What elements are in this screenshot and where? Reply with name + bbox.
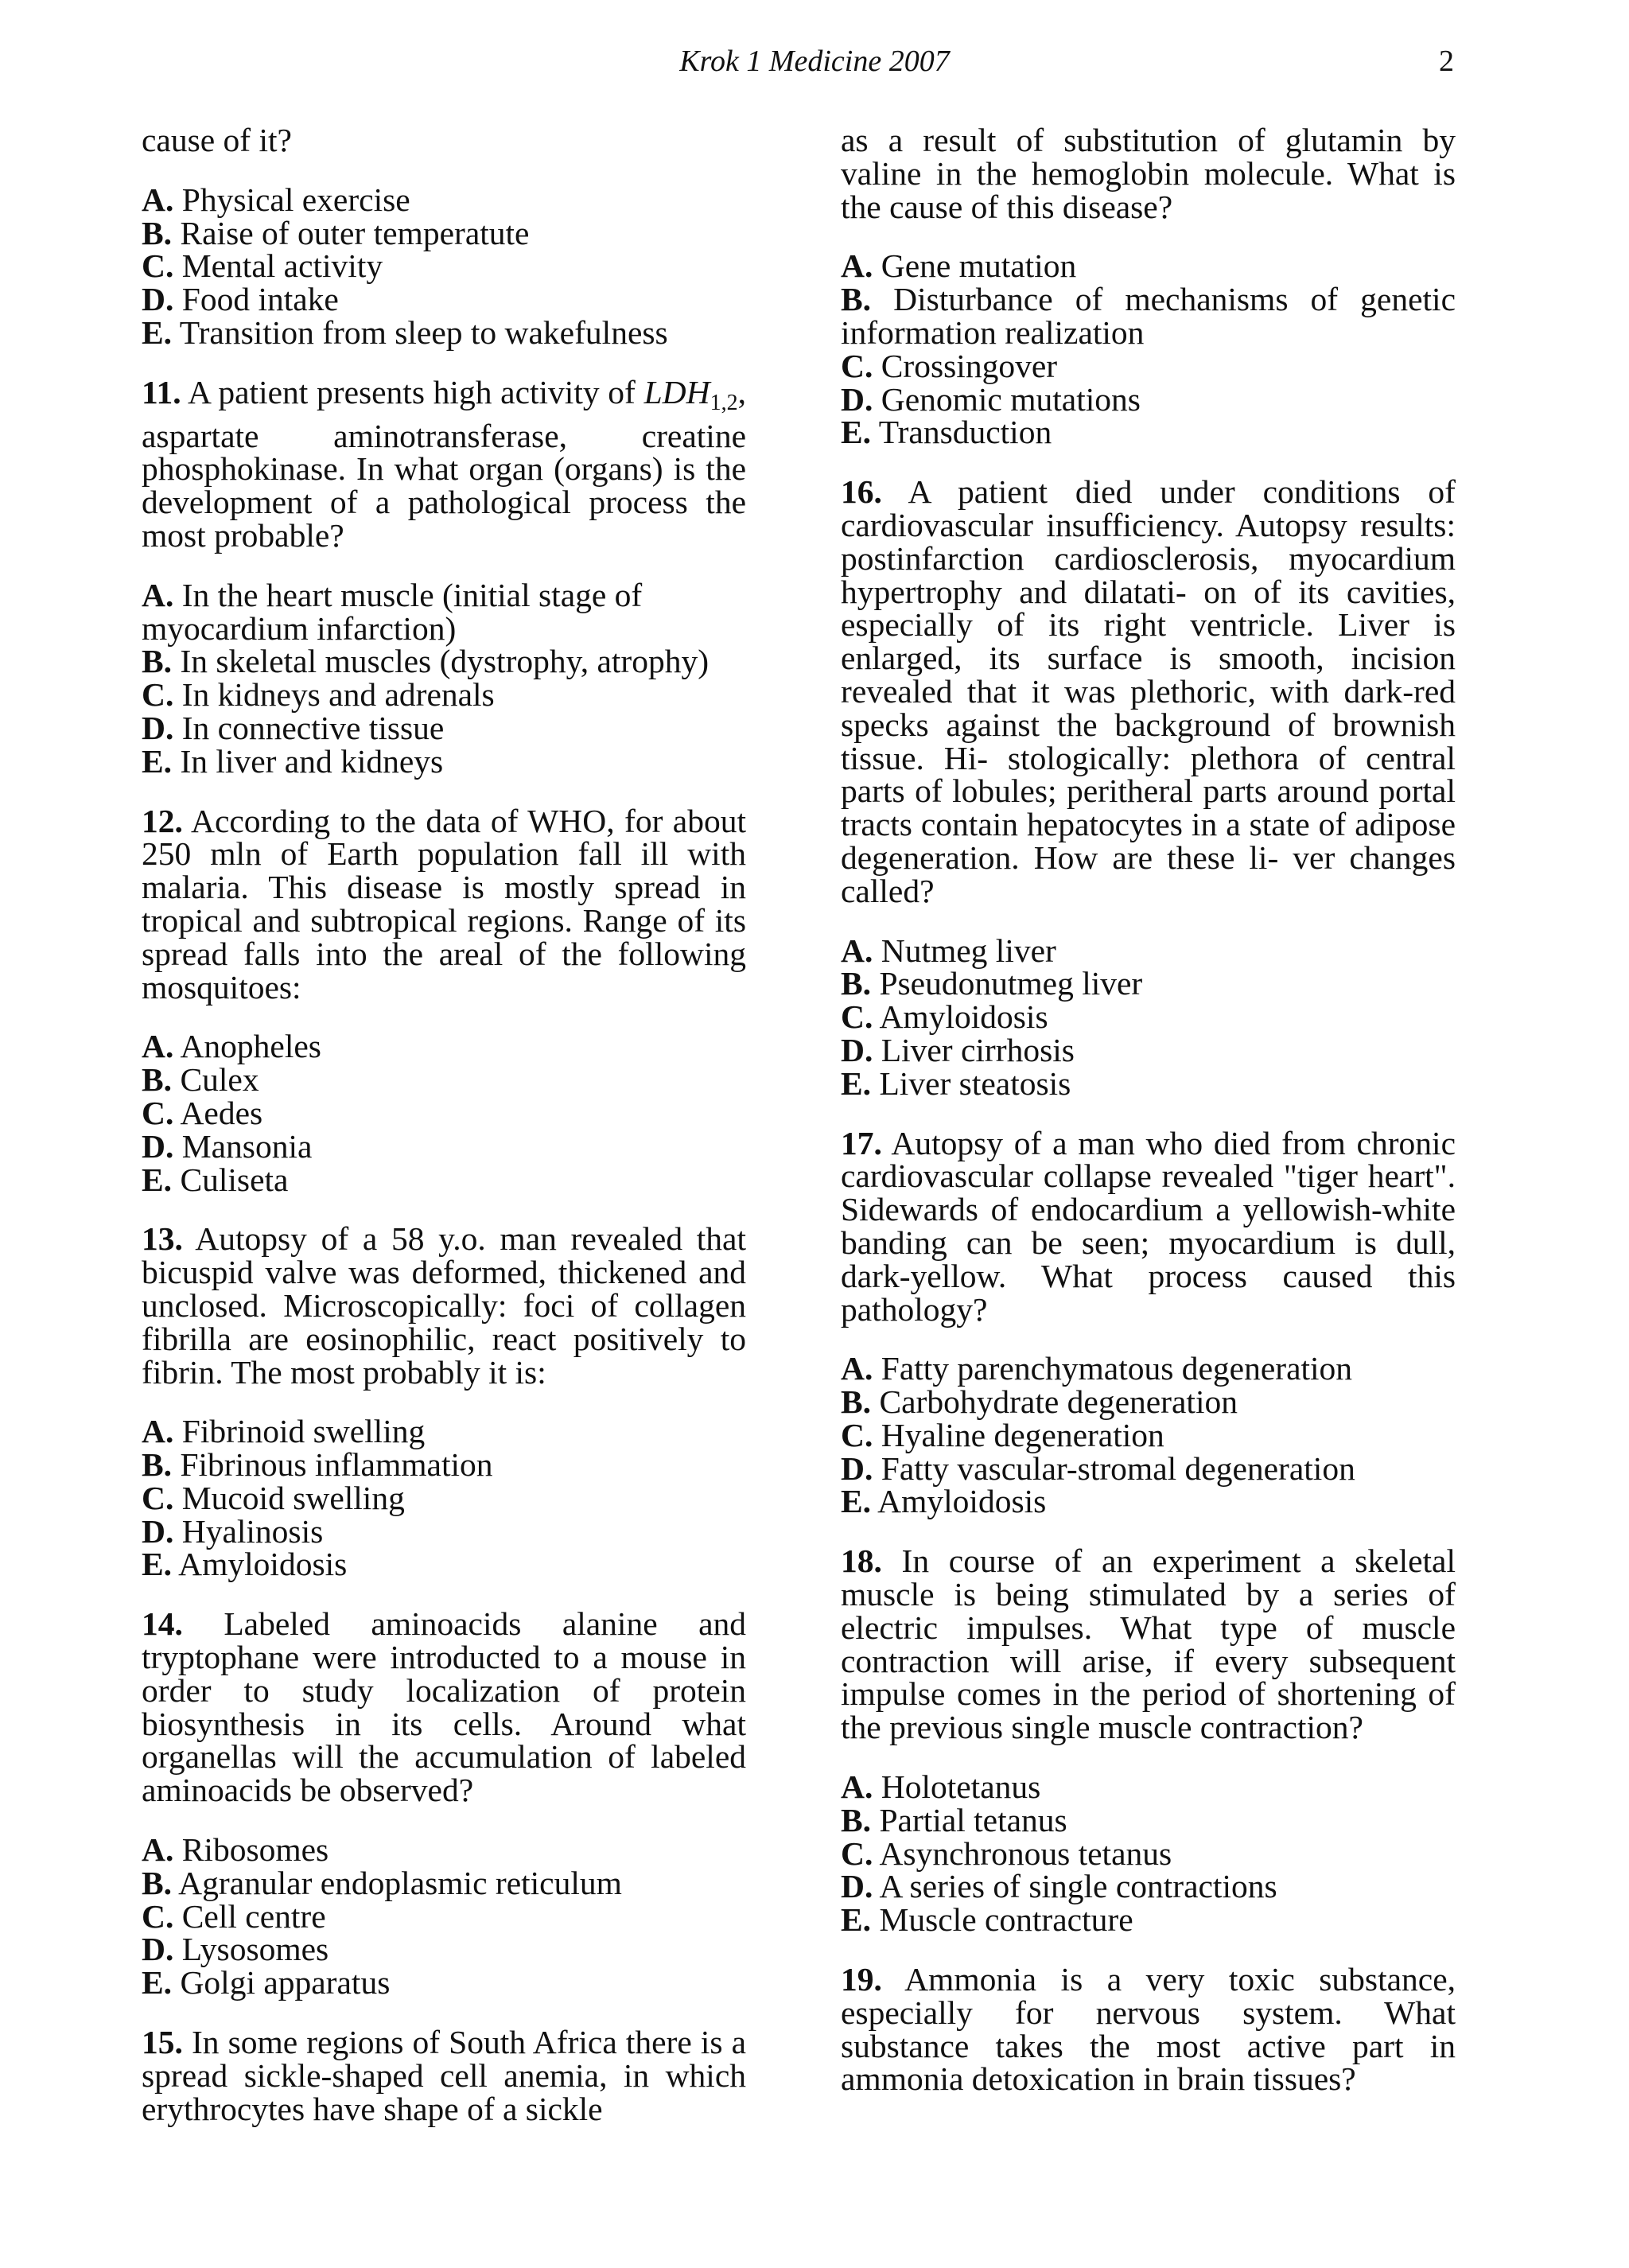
option-e: E. Liver steatosis xyxy=(841,1064,1071,1102)
option-a: A. Nutmeg liver xyxy=(841,932,1056,969)
option-a: A. Physical exercise xyxy=(142,181,410,218)
option-b: B. Culex xyxy=(142,1061,259,1099)
question-13: 13. Autopsy of a 58 y.o. man revealed that bicuspid valve was deformed, thickened and unclosed. Microscopically: foci of collagen fibrilla are eosinophilic, react positively to fibrin. The most probably it is: xyxy=(142,1220,746,1391)
question-10-options xyxy=(142,181,746,351)
option-a: A. Anopheles xyxy=(142,1028,321,1065)
option-b: B. Pseudonutmeg liver xyxy=(841,965,1143,1002)
option-d: D. Mansonia xyxy=(142,1127,313,1165)
option-c: C. Hyaline degeneration xyxy=(841,1416,1164,1453)
option-d: D. Food intake xyxy=(142,281,339,318)
option-a: A. Fatty parenchymatous degeneration xyxy=(841,1350,1353,1387)
left-column xyxy=(142,124,746,2126)
question-18-options xyxy=(841,1768,1456,1939)
option-d: D. Genomic mutations xyxy=(841,380,1141,418)
question-13-options xyxy=(142,1415,746,1581)
question-15-continued: as a result of substitution of glutamin by valine in the hemoglobin molecule. What is the cause of this disease? xyxy=(841,122,1456,225)
page-number: 2 xyxy=(1439,45,1454,78)
question-10-tail: cause of it? xyxy=(142,122,292,158)
option-a: A. Ribosomes xyxy=(142,1831,329,1869)
option-c: C. In kidneys and adrenals xyxy=(142,676,495,714)
option-d: D. Fatty vascular-stromal degeneration xyxy=(841,1449,1355,1487)
right-column xyxy=(841,124,1456,2096)
option-c: C. Mental activity xyxy=(142,247,383,285)
option-a: A. In the heart muscle (initial stage of myocardium infarction) xyxy=(142,576,643,647)
option-e: E. Muscle contracture xyxy=(841,1901,1133,1939)
option-c: C. Aedes xyxy=(142,1094,263,1131)
option-e: E. Amyloidosis xyxy=(841,1483,1047,1520)
question-12-options xyxy=(142,1030,746,1196)
option-d: D. Liver cirrhosis xyxy=(841,1031,1075,1068)
question-14-options xyxy=(142,1831,746,2002)
option-e: E. Transduction xyxy=(841,414,1052,451)
option-b: B. Fibrinous inflammation xyxy=(142,1446,493,1484)
option-d: D. Hyalinosis xyxy=(142,1512,324,1550)
option-c: C. Crossingover xyxy=(841,347,1058,384)
option-a: A. Holotetanus xyxy=(841,1768,1041,1806)
option-d: D. A series of single contractions xyxy=(841,1868,1277,1905)
question-19: 19. Ammonia is a very toxic substance, especially for nervous system. What substance takes the most active part in ammonia detoxication in brain tissues? xyxy=(841,1961,1456,2098)
option-d: D. Lysosomes xyxy=(142,1931,329,1968)
question-11-options xyxy=(142,576,746,780)
question-17-options xyxy=(841,1352,1456,1519)
option-c: C. Mucoid swelling xyxy=(142,1479,405,1516)
option-d: D. In connective tissue xyxy=(142,709,445,746)
question-17: 17. Autopsy of a man who died from chronic cardiovascular collapse revealed "tiger heart". Sidewards of endocardium a yellowish-white banding can be seen; myocardium is dull, dark-yellow. What process caused this pathology? xyxy=(841,1124,1456,1328)
question-15-options xyxy=(841,247,1456,451)
question-16: 16. A patient died under conditions of cardiovascular insufficiency. Autopsy results: postinfarction cardiosclerosis, myocardium hypertrophy and dilatati- on of its cavities, especially of its right ventricle. Liver is enlarged, its surface is smooth, incision revealed that it was plethoric, with dark-red specks against the background of brownish tissue. Hi- stologically: plethora of central parts of lobules; peritheral parts around portal tracts contain hepatocytes in a state of adipose degeneration. How are these li- ver changes called? xyxy=(841,473,1456,909)
option-e: E. Amyloidosis xyxy=(142,1546,348,1583)
header-title: Krok 1 Medicine 2007 xyxy=(679,45,950,78)
question-11: 11. A patient presents high activity of $LDH_{1,2}$, aspartate aminotransferase, creatine phosphokinase. In what organ (organs) is the development of a pathological process the most probable? xyxy=(142,373,746,554)
question-18: 18. In course of an experiment a skeletal muscle is being stimulated by a series of electric impulses. What type of muscle contraction will arise, if every subsequent impulse comes in the period of shortening of the previous single muscle contraction? xyxy=(841,1542,1456,1746)
option-b: B. Disturbance of mechanisms of genetic information realization xyxy=(841,281,1456,351)
option-e: E. Culiseta xyxy=(142,1161,289,1198)
option-b: B. Raise of outer temperatute xyxy=(142,214,530,251)
option-b: B. Agranular endoplasmic reticulum xyxy=(142,1864,622,1901)
question-14: 14. Labeled aminoacids alanine and tryptophane were introducted to a mouse in order to study localization of protein biosynthesis in its cells. Around what organellas will the accumulation of labeled aminoacids be observed? xyxy=(142,1605,746,1809)
option-a: A. Fibrinoid swelling xyxy=(142,1413,426,1450)
option-a: A. Gene mutation xyxy=(841,247,1077,285)
option-b: B. In skeletal muscles (dystrophy, atrophy) xyxy=(142,643,710,680)
question-15-start: 15. In some regions of South Africa there is a spread sickle-shaped cell anemia, in which erythrocytes have shape of a sickle xyxy=(142,2024,747,2127)
option-b: B. Partial tetanus xyxy=(841,1801,1067,1838)
option-e: E. Golgi apparatus xyxy=(142,1964,391,2002)
option-e: E. Transition from sleep to wakefulness xyxy=(142,313,668,351)
option-c: C. Amyloidosis xyxy=(841,998,1048,1036)
option-c: C. Cell centre xyxy=(142,1897,326,1935)
option-c: C. Asynchronous tetanus xyxy=(841,1834,1172,1872)
option-e: E. In liver and kidneys xyxy=(142,742,444,780)
option-b: B. Carbohydrate degeneration xyxy=(841,1383,1238,1421)
question-12: 12. According to the data of WHO, for about 250 mln of Earth population fall ill with malaria. This disease is mostly spread in tropical and subtropical regions. Range of its spread falls into the areal of the following mosquitoes: xyxy=(142,802,746,1006)
question-16-options xyxy=(841,932,1456,1102)
